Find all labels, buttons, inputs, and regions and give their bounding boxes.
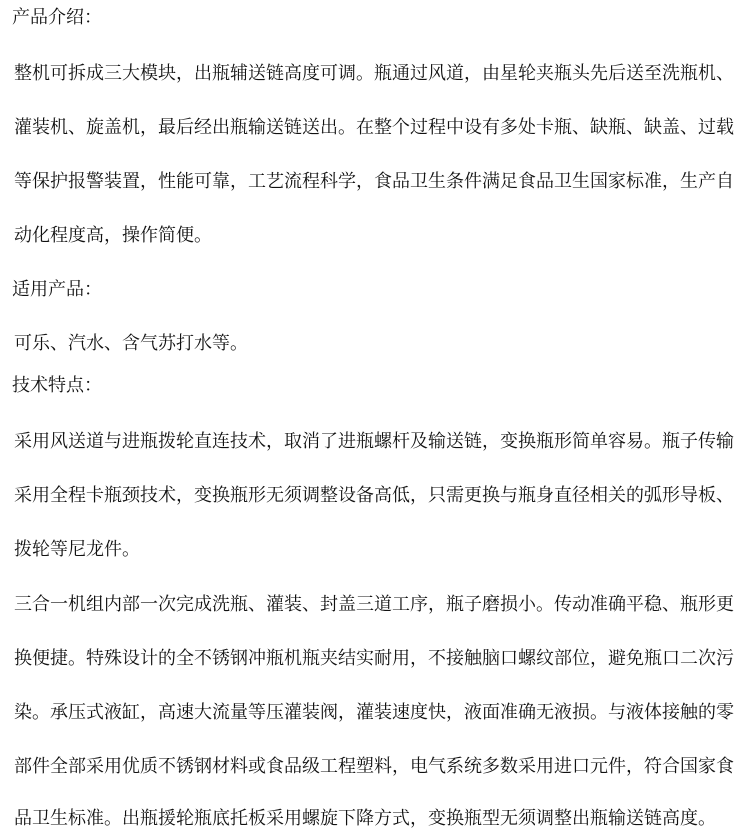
features-heading: 技术特点： xyxy=(12,375,102,396)
intro-line-2: 灌装机、旋盖机，最后经出瓶输送链送出。在整个过程中设有多处卡瓶、缺瓶、缺盖、过载 xyxy=(14,117,734,138)
intro-line-4: 动化程度高，操作简便。 xyxy=(14,225,212,246)
intro-heading: 产品介绍： xyxy=(12,7,102,28)
features-para2-line-1: 三合一机组内部一次完成洗瓶、灌装、封盖三道工序，瓶子磨损小。传动准确平稳、瓶形更 xyxy=(14,594,734,615)
features-para2-line-5: 品卫生标准。出瓶援轮瓶底托板采用螺旋下降方式，变换瓶型无须调整出瓶输送链高度。 xyxy=(14,808,716,829)
intro-line-3: 等保护报警装置，性能可靠，工艺流程科学，食品卫生条件满足食品卫生国家标准，生产自 xyxy=(14,171,734,192)
features-para1-line-2: 采用全程卡瓶颈技术，变换瓶形无须调整设备高低，只需更换与瓶身直径相关的弧形导板、 xyxy=(14,485,734,506)
features-para1-line-3: 拨轮等尼龙件。 xyxy=(14,539,140,560)
intro-line-1: 整机可拆成三大模块，出瓶辅送链高度可调。瓶通过风道，由星轮夹瓶头先后送至洗瓶机、 xyxy=(14,63,734,84)
features-para1-line-1: 采用风送道与进瓶拨轮直连技术，取消了进瓶螺杆及输送链，变换瓶形简单容易。瓶子传输 xyxy=(14,431,734,452)
features-para2-line-3: 染。承压式液缸，高速大流量等压灌装阀，灌装速度快，液面准确无液损。与液体接触的零 xyxy=(14,702,734,723)
applicable-heading: 适用产品： xyxy=(12,279,102,300)
features-para2-line-2: 换便捷。特殊设计的全不锈钢冲瓶机瓶夹结实耐用，不接触脑口螺纹部位，避免瓶口二次污 xyxy=(14,648,734,669)
features-para2-line-4: 部件全部采用优质不锈钢材料或食品级工程塑料，电气系统多数采用进口元件，符合国家食 xyxy=(14,756,734,777)
applicable-line-1: 可乐、汽水、含气苏打水等。 xyxy=(14,333,248,354)
